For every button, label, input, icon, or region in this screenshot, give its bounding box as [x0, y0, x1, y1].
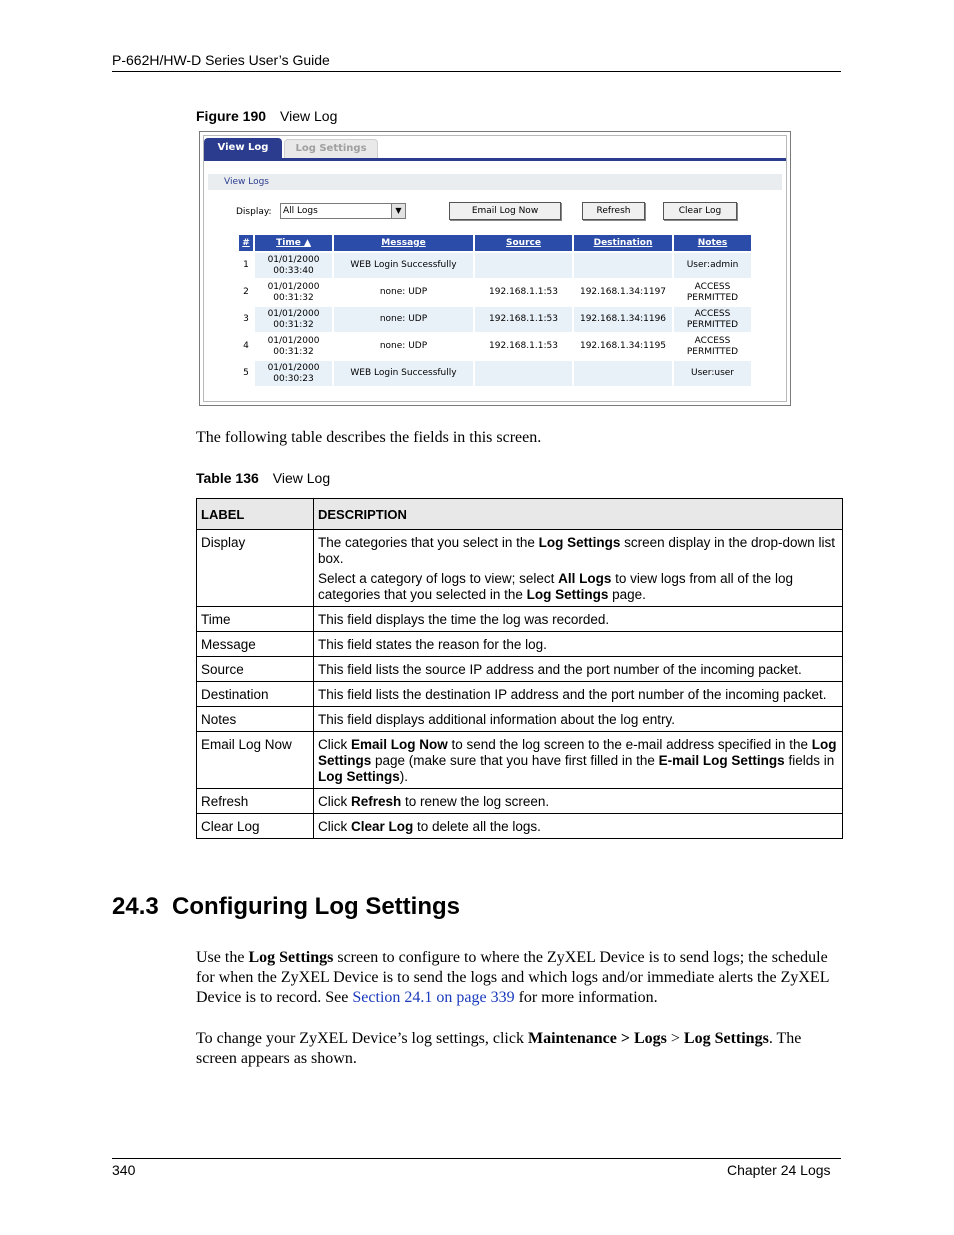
- view-log-screenshot: [199, 131, 791, 406]
- text-run: fields in: [784, 753, 835, 768]
- row-description: This field lists the destination IP address and the port number of the incoming packet.: [314, 682, 843, 707]
- row-destination: [574, 361, 672, 386]
- row-destination: [574, 253, 672, 278]
- text-run: The categories that you select in the: [318, 535, 539, 550]
- table-row: [239, 253, 751, 278]
- bold-run: All Logs: [558, 571, 612, 586]
- row-description: This field lists the source IP address and the port number of the incoming packet.: [314, 657, 843, 682]
- sort-ascending-icon: ▲: [303, 238, 311, 248]
- row-clock: 00:31:32: [273, 346, 314, 357]
- refresh-button[interactable]: Refresh: [582, 202, 645, 220]
- table-row: [197, 607, 843, 632]
- row-time: [255, 334, 332, 359]
- row-description: [314, 814, 843, 839]
- table-row: [197, 657, 843, 682]
- row-notes-line1: User:admin: [686, 260, 739, 270]
- row-source: 192.168.1.1:53: [475, 280, 572, 305]
- row-notes-line1: ACCESS: [694, 308, 731, 319]
- row-destination: 192.168.1.34:1196: [574, 307, 672, 332]
- row-description: This field states the reason for the log.: [314, 632, 843, 657]
- row-notes-line1: User:user: [690, 368, 735, 378]
- text-run: for more information.: [514, 989, 658, 1006]
- row-date: 01/01/2000: [267, 335, 320, 346]
- row-label: Destination: [197, 682, 314, 707]
- figure-number: Figure 190: [196, 108, 267, 124]
- bold-run: Refresh: [351, 794, 402, 809]
- row-label: Time: [197, 607, 314, 632]
- row-notes: [674, 307, 751, 332]
- text-run: ).: [399, 769, 408, 784]
- section-link[interactable]: Section 24.1 on page 339: [352, 989, 515, 1006]
- table-row: [197, 814, 843, 839]
- text-run: . The screen appears as shown.: [196, 1030, 802, 1067]
- description-paragraph: [318, 535, 838, 567]
- row-description: This field displays additional information about the log entry.: [314, 707, 843, 732]
- display-label: Display:: [236, 207, 272, 217]
- bold-run: Log Settings: [248, 949, 334, 966]
- column-header-num: #: [239, 235, 253, 251]
- row-label: Refresh: [197, 789, 314, 814]
- row-number: 4: [239, 334, 253, 359]
- text-run: page (make sure that you have first filled in the: [371, 753, 659, 768]
- row-message: none: UDP: [334, 280, 473, 305]
- row-description: This field displays the time the log was recorded.: [314, 607, 843, 632]
- table-caption: [196, 470, 330, 486]
- tab-log-settings[interactable]: Log Settings: [284, 139, 378, 158]
- row-source: [475, 253, 572, 278]
- row-message: none: UDP: [334, 334, 473, 359]
- text-run: Click: [318, 737, 351, 752]
- clear-log-button[interactable]: Clear Log: [663, 202, 737, 220]
- row-number: 1: [239, 253, 253, 278]
- row-notes-line1: ACCESS: [694, 335, 731, 346]
- table-number: Table 136: [196, 470, 259, 486]
- row-label: Email Log Now: [197, 732, 314, 789]
- tab-bar: [204, 136, 786, 161]
- bold-run: Log Settings: [318, 737, 837, 768]
- column-header-message[interactable]: Message: [334, 235, 473, 251]
- table-row: [197, 732, 843, 789]
- row-date: 01/01/2000: [267, 281, 320, 292]
- bold-run: Maintenance > Logs: [527, 1030, 667, 1047]
- row-date: 01/01/2000: [267, 254, 320, 265]
- body-paragraph-2: [196, 1029, 841, 1069]
- bold-run: Log Settings: [526, 587, 609, 602]
- text-run: screen display in the drop-down list box.: [318, 535, 835, 566]
- row-notes: [674, 253, 751, 278]
- section-title-bar: View Logs: [208, 174, 782, 190]
- bold-run: Log Settings: [683, 1030, 769, 1047]
- row-description: [314, 789, 843, 814]
- table-row: [239, 307, 751, 332]
- row-clock: 00:31:32: [273, 319, 314, 330]
- table-row: [197, 530, 843, 607]
- row-message: none: UDP: [334, 307, 473, 332]
- table-row: [239, 334, 751, 359]
- table-row: [239, 361, 751, 386]
- row-message: WEB Login Successfully: [334, 253, 473, 278]
- table-title: View Log: [272, 470, 331, 486]
- row-destination: 192.168.1.34:1197: [574, 280, 672, 305]
- row-label: Source: [197, 657, 314, 682]
- row-clock: 00:31:32: [273, 292, 314, 303]
- column-header-destination[interactable]: Destination: [574, 235, 672, 251]
- bold-run: Email Log Now: [351, 737, 448, 752]
- screen-panel: [203, 135, 787, 402]
- row-clock: 00:33:40: [273, 265, 314, 276]
- row-destination: 192.168.1.34:1195: [574, 334, 672, 359]
- row-label: Clear Log: [197, 814, 314, 839]
- row-time: [255, 307, 332, 332]
- text-run: to send the log screen to the e-mail address specified in the: [447, 737, 812, 752]
- running-header: P-662H/HW-D Series User’s Guide: [112, 52, 330, 68]
- text-run: to delete all the logs.: [413, 819, 541, 834]
- text-run: screen to configure to where the ZyXEL Device is to send logs; the schedule for when the ZyXEL Device is to send the logs and which logs and/or immediate alerts the ZyXEL Device is to record. See: [196, 949, 829, 1006]
- body-paragraph-1: [196, 948, 841, 1008]
- text-run: Click: [318, 819, 351, 834]
- display-select-value: All Logs: [283, 206, 318, 216]
- header-rule: [112, 71, 841, 72]
- section-heading: 24.3 Configuring Log Settings: [112, 893, 460, 920]
- row-message: WEB Login Successfully: [334, 361, 473, 386]
- text-run: to renew the log screen.: [401, 794, 550, 809]
- row-notes-line2: PERMITTED: [686, 346, 739, 357]
- text-run: Use the: [196, 949, 249, 966]
- row-label: Notes: [197, 707, 314, 732]
- text-run: To change your ZyXEL Device’s log settings, click: [196, 1030, 528, 1047]
- figure-caption: [196, 108, 337, 124]
- row-description: [314, 530, 843, 607]
- row-label: Display: [197, 530, 314, 607]
- column-header-source[interactable]: Source: [475, 235, 572, 251]
- table-row: [197, 789, 843, 814]
- bold-run: E-mail Log Settings: [658, 753, 785, 768]
- row-date: 01/01/2000: [267, 308, 320, 319]
- footer-rule: [112, 1158, 841, 1159]
- field-description-table: [196, 498, 843, 839]
- row-time: [255, 253, 332, 278]
- description-paragraph: [318, 571, 838, 603]
- row-notes-line2: PERMITTED: [686, 292, 739, 303]
- email-log-now-button[interactable]: Email Log Now: [449, 202, 561, 220]
- page-number: 340: [112, 1162, 136, 1178]
- tab-view-log[interactable]: View Log: [204, 138, 282, 158]
- row-number: 5: [239, 361, 253, 386]
- row-notes-line2: PERMITTED: [686, 319, 739, 330]
- row-time: [255, 280, 332, 305]
- row-source: [475, 361, 572, 386]
- figure-title: View Log: [280, 108, 338, 124]
- column-header-notes[interactable]: Notes: [674, 235, 751, 251]
- row-notes: [674, 334, 751, 359]
- column-header-time[interactable]: [255, 235, 332, 251]
- bold-run: Clear Log: [351, 819, 414, 834]
- log-table: [237, 233, 753, 388]
- table-row: [197, 632, 843, 657]
- chapter-title: Chapter 24 Logs: [727, 1162, 831, 1178]
- header-description: DESCRIPTION: [314, 499, 843, 530]
- row-source: 192.168.1.1:53: [475, 307, 572, 332]
- text-run: >: [666, 1030, 684, 1047]
- text-run: page.: [608, 587, 646, 602]
- row-notes: [674, 361, 751, 386]
- row-notes: [674, 280, 751, 305]
- intro-paragraph: The following table describes the fields in this screen.: [196, 429, 542, 446]
- bold-run: Log Settings: [318, 769, 400, 784]
- row-time: [255, 361, 332, 386]
- row-clock: 00:30:23: [273, 373, 314, 384]
- bold-run: Log Settings: [538, 535, 621, 550]
- row-source: 192.168.1.1:53: [475, 334, 572, 359]
- row-label: Message: [197, 632, 314, 657]
- chevron-down-icon[interactable]: ▼: [391, 204, 405, 218]
- text-run: Select a category of logs to view; select: [318, 571, 559, 586]
- text-run: to view logs from all of the log categories that you selected in the: [318, 571, 793, 602]
- table-row: [197, 682, 843, 707]
- row-number: 2: [239, 280, 253, 305]
- display-select[interactable]: [280, 203, 406, 219]
- table-row: [239, 280, 751, 305]
- header-label: LABEL: [197, 499, 314, 530]
- row-notes-line1: ACCESS: [694, 281, 731, 292]
- table-row: [197, 707, 843, 732]
- text-run: Click: [318, 794, 351, 809]
- row-number: 3: [239, 307, 253, 332]
- row-description: [314, 732, 843, 789]
- column-header-time-label: Time: [276, 238, 301, 248]
- row-date: 01/01/2000: [267, 362, 320, 373]
